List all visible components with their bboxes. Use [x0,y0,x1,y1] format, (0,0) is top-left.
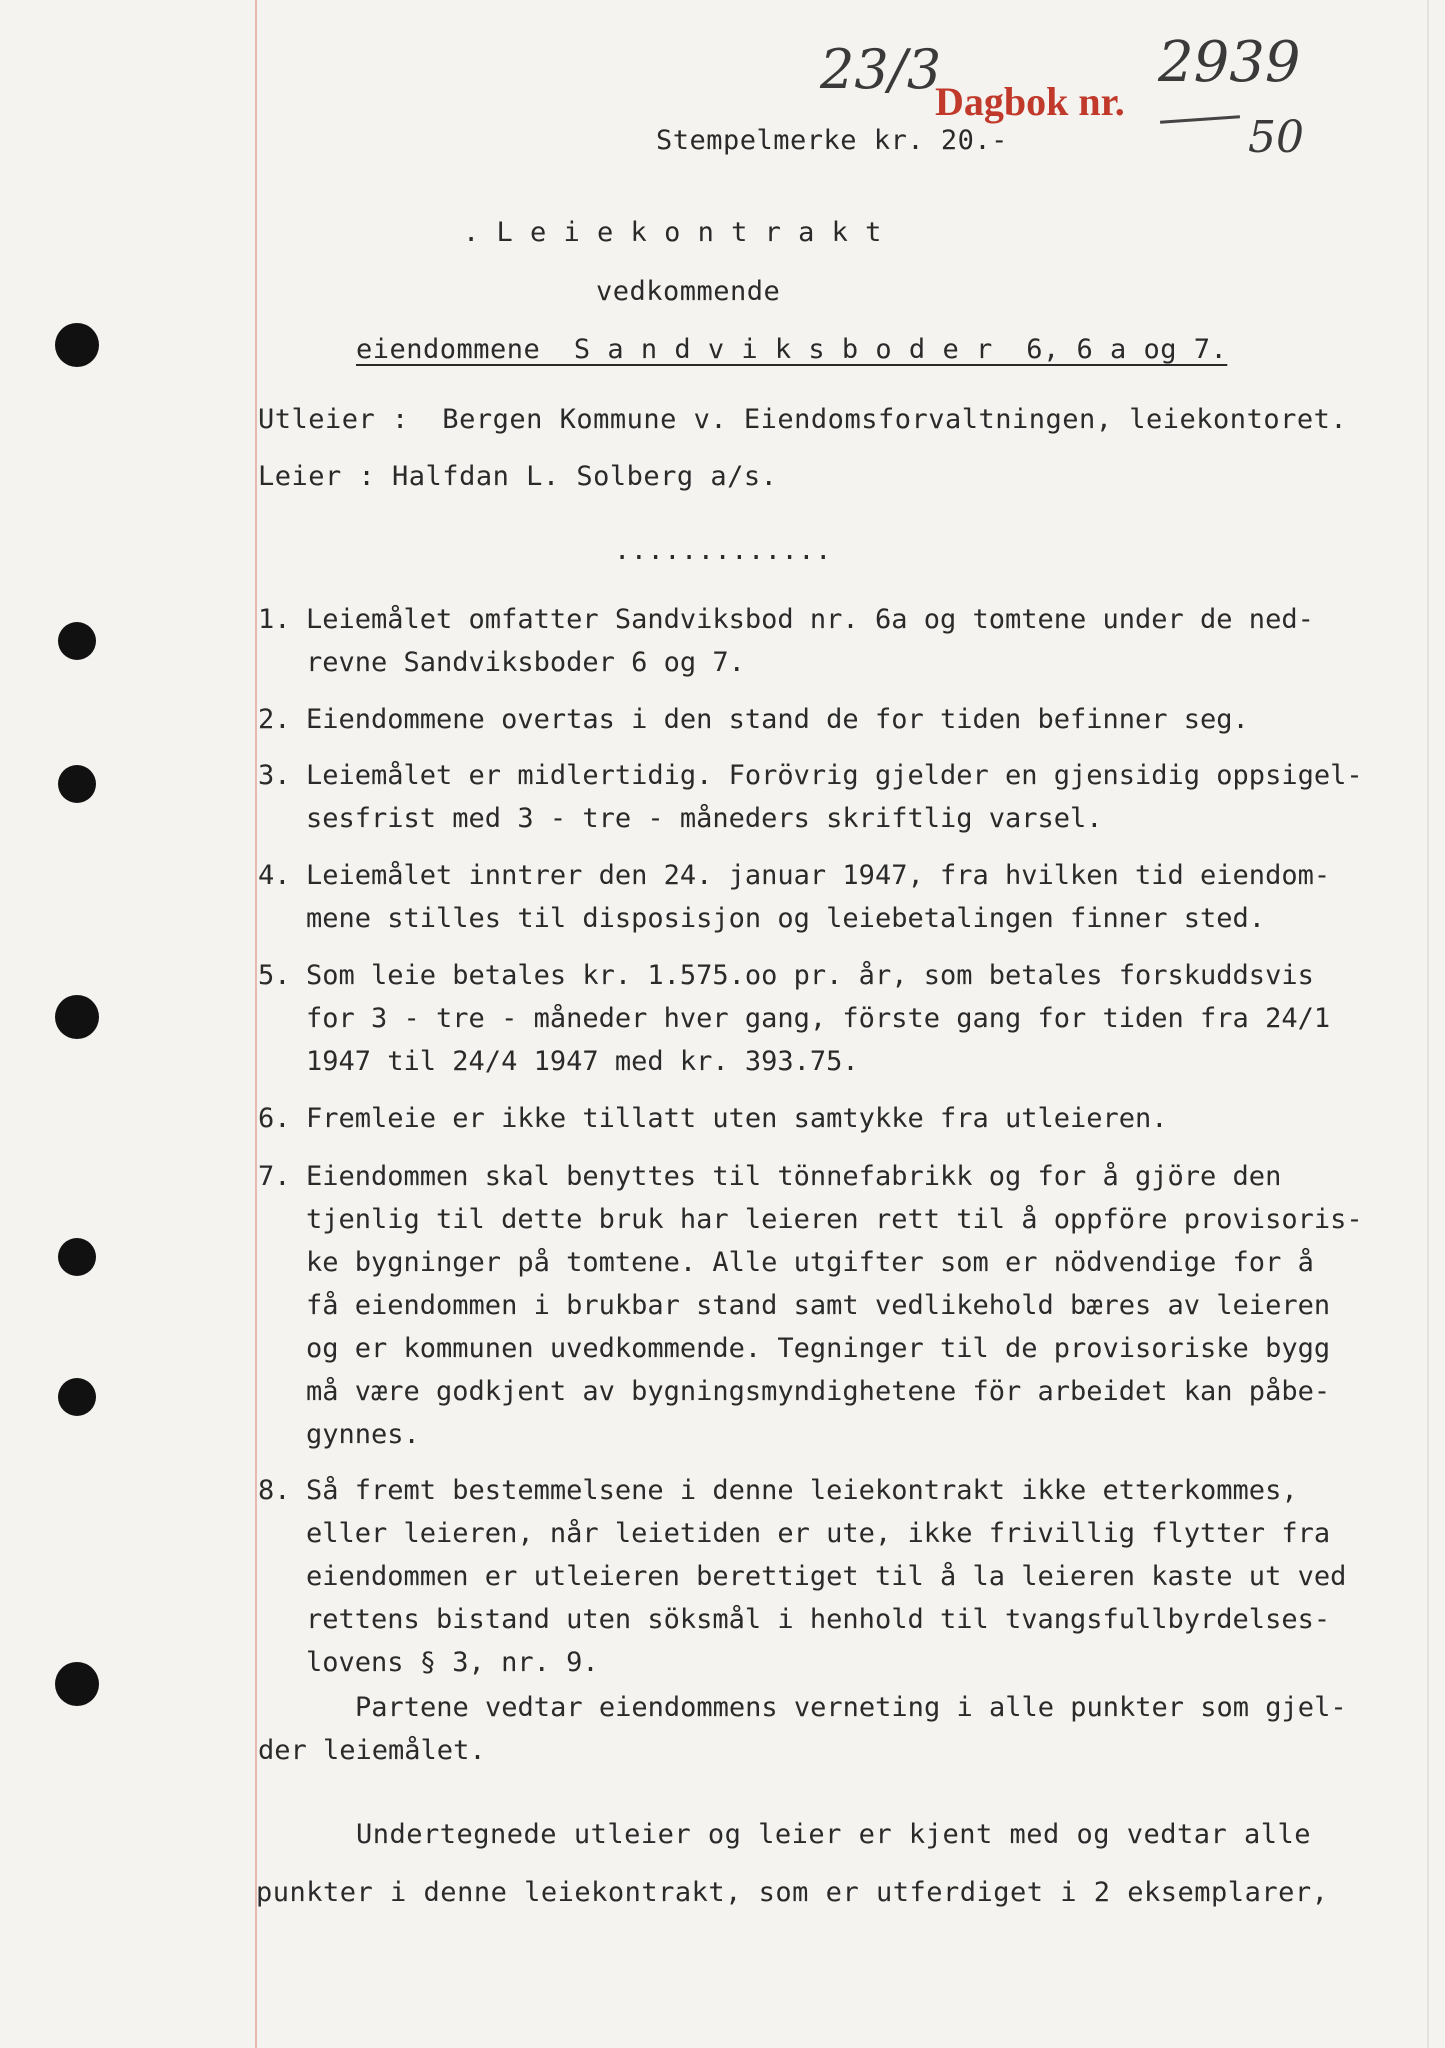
stempelmerke-text: Stempelmerke kr. 20.- [656,125,1008,156]
title-subline: vedkommende [596,276,781,307]
item-number: 6. [258,1103,291,1134]
undertegnede-line: punkter i denne leiekontrakt, som er utferdiget i 2 eksemplarer, [256,1877,1329,1908]
item-text: Leiemålet inntrer den 24. januar 1947, fra hvilken tid eiendom- mene stilles til disposisjon og leiebetalingen finner sted. [306,860,1331,934]
punch-hole [58,1378,96,1416]
item-number: 3. [258,760,291,791]
item-text: Leiemålet er midlertidig. Forövrig gjelder en gjensidig oppsigel- sesfrist med 3 - tre - måneders skriftlig varsel. [306,760,1363,834]
item-text: Eiendommen skal benyttes til tönnefabrikk og for å gjöre den tjenlig til dette bruk har leieren rett til å oppföre provisoris- ke bygninger på tomtene. Alle utgifter som er nödvendige for å få eiendommen i brukbar stand samt vedlikehold bæres av leieren og er kommunen uvedkommende. Tegninger til de provisoriske bygg må være godkjent av bygningsmyndighetene för arbeidet kan påbe- gynnes. [306,1161,1363,1450]
dotted-separator: ............. [614,535,832,566]
item-number: 5. [258,960,291,991]
item-text: Leiemålet omfatter Sandviksbod nr. 6a og tomtene under de ned- revne Sandviksboder 6 og 7. [306,604,1314,678]
handwritten-number: 2939 [1158,30,1301,95]
item-text: Så fremt bestemmelsene i denne leiekontrakt ikke etterkommes, eller leieren, når leietiden er ute, ikke frivillig flytter fra eiendommen er utleieren berettiget til å la leieren kaste ut ved rettens bistand uten söksmål i henhold til tvangsfullbyrdelses- lovens § 3, nr. 9. [306,1475,1347,1678]
dagbok-stamp: Dagbok nr. [935,79,1125,124]
punch-hole [58,622,96,660]
utleier-line: Utleier : Bergen Kommune v. Eiendomsforvaltningen, leiekontoret. [258,404,1348,435]
verneting-paragraph: Partene vedtar eiendommens verneting i alle punkter som gjel- der leiemålet. [258,1692,1347,1766]
document-title: . L e i e k o n t r a k t [463,217,882,248]
handwritten-date: 23/3 [820,38,942,101]
page-edge [1427,0,1429,2048]
undertegnede-line: Undertegnede utleier og leier er kjent med og vedtar alle [356,1819,1312,1850]
punch-hole [55,1662,99,1706]
punch-hole [55,323,99,367]
handwritten-year: 50 [1248,112,1304,163]
number-divider [1160,115,1240,124]
punch-hole [58,1238,96,1276]
punch-hole [55,995,99,1039]
item-number: 8. [258,1475,291,1506]
item-number: 7. [258,1161,291,1192]
property-heading: eiendommene S a n d v i k s b o d e r 6, 6 a og 7. [356,334,1228,365]
punch-hole [58,765,96,803]
margin-line [255,0,257,2048]
item-number: 2. [258,704,291,735]
item-number: 1. [258,604,291,635]
item-text: Fremleie er ikke tillatt uten samtykke fra utleieren. [306,1103,1168,1134]
leier-line: Leier : Halfdan L. Solberg a/s. [258,461,778,492]
item-text: Som leie betales kr. 1.575.oo pr. år, som betales forskuddsvis for 3 - tre - måneder hver gang, förste gang for tiden fra 24/1 1947 til 24/4 1947 med kr. 393.75. [306,960,1331,1077]
item-number: 4. [258,860,291,891]
item-text: Eiendommene overtas i den stand de for tiden befinner seg. [306,704,1249,735]
